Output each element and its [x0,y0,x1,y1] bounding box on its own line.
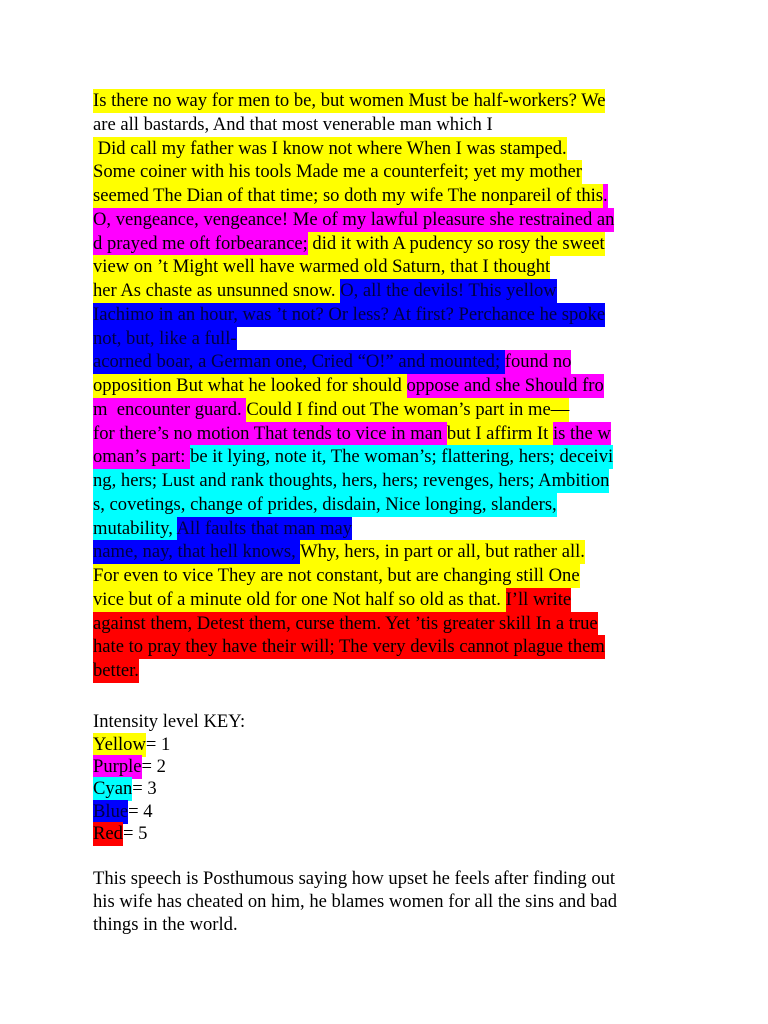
highlighted-phrase: All faults that man may [176,517,353,539]
highlighted-phrase: acorned boar, a German [93,351,276,373]
highlighted-phrase: for there’s no motion That tends to vice in man [93,422,447,444]
highlighted-phrase: s, covetings, change of prides, disdain, Nice longing, slanders, [93,493,557,515]
speech-line [93,89,605,112]
speech-line [93,398,569,421]
highlighted-phrase: skill In a true [499,612,598,634]
highlighted-phrase: I’ll write [505,588,572,610]
highlighted-phrase: Why, hers, in part or all, but [300,541,514,563]
highlighted-phrase: are all bastards, And that most venerable man which I [93,113,493,135]
speech-line [93,659,139,682]
highlighted-phrase: ng, hers; [93,470,162,491]
speech-line [93,493,557,516]
highlighted-phrase: rather all. [513,541,585,563]
highlighted-phrase: not, but, like a full- [93,327,237,349]
key-level-value: = 4 [128,800,153,822]
highlighted-phrase: Iachimo in an hour, was ’t not? Or less? At first? Perchance he spoke [93,303,606,325]
speech-line [93,374,604,397]
key-level-value: = 2 [141,756,166,778]
speech-line [93,540,585,563]
highlighted-phrase: opposition But what he looked for should [93,375,407,396]
highlighted-phrase: m encounter guard. [93,398,247,420]
key-color-label: Yellow [93,734,146,755]
key-level-value: = 5 [122,822,148,844]
highlighted-phrase: no [552,351,572,373]
highlighted-phrase: women Must be half-workers? We [349,90,606,111]
highlighted-phrase: seemed The Dian of that time; so doth my wife The nonpareil of this [93,185,604,206]
key-level-value: = 3 [132,778,157,800]
summary-line: things in the world. [93,914,238,935]
speech-line [93,422,611,445]
key-color-label: Purple [93,756,142,778]
key-heading: Intensity level KEY: [93,711,246,732]
highlighted-phrase: Me of my [292,208,371,230]
speech-line [93,588,571,611]
highlighted-phrase: lawful pleasure she restrained an [370,208,615,230]
speech-line [93,303,605,326]
highlighted-phrase: Ambition [538,470,610,491]
highlighted-phrase: found [504,351,553,373]
key-color-label: Blue [93,800,129,822]
highlighted-phrase: their will; The very devils cannot plague them [261,636,605,658]
summary-line: his wife has cheated on him, he blames women for all the sins and bad [93,891,618,912]
summary-line: This speech is Posthumous saying how upset he feels after finding out [93,868,616,889]
key-item [93,777,157,800]
key-item [93,733,170,756]
highlighted-phrase: vengeance! [203,208,293,230]
highlighted-phrase: hate to pray they have [93,636,262,658]
highlighted-phrase: vice but of a minute old for one Not half so old as that. [93,588,506,610]
highlighted-phrase: against them, Detest them, curse them. Yet ’tis greater [93,612,500,634]
speech-line [93,208,614,231]
highlighted-phrase: Could I find out The woman’s part in me— [246,398,570,420]
highlighted-phrase: not constant, but are [287,565,444,586]
key-level-value: = 1 [145,734,171,755]
highlighted-phrase: d prayed me oft forbearance; [93,232,308,254]
speech-line [93,635,605,658]
speech-line [93,564,580,587]
highlighted-phrase: view on ’t Might well have warmed old Saturn, that I thought [93,256,551,278]
speech-line [93,469,609,492]
speech-line [93,232,605,255]
highlighted-phrase: O, all the devils! This yellow [340,280,557,301]
speech-line [93,445,613,468]
highlighted-phrase: did it with A pudency so rosy the sweet [307,232,605,254]
highlighted-phrase: mutability, [93,517,177,539]
key-color-label: Red [93,822,123,844]
highlighted-phrase: one, Cried “O!” and mounted; [275,351,505,373]
highlighted-phrase: . [603,185,608,206]
highlighted-phrase: better. [93,660,139,681]
key-item [93,755,166,778]
highlighted-phrase: her As chaste as unsunned snow. [93,280,341,301]
key-item [93,800,153,823]
highlighted-phrase: Lust and rank thoughts, hers, hers; revenges, hers; [161,470,539,491]
speech-line [93,184,608,207]
speech-line [93,327,237,350]
highlighted-phrase: oman’s part: [93,446,191,468]
highlighted-phrase: oppose and she Should fro [406,375,604,396]
key-color-label: Cyan [93,778,133,800]
highlighted-phrase: but I affirm It [446,422,553,444]
speech-line [93,517,352,540]
speech-line [93,113,493,136]
highlighted-phrase: is the w [552,422,611,444]
speech-line [93,279,557,302]
speech-line [93,160,582,183]
highlighted-phrase: Did call my father was I know not where When I was stamped. [93,137,567,159]
highlighted-phrase: flattering, hers; deceivi [441,446,614,468]
highlighted-phrase: changing still One [443,565,580,586]
highlighted-phrase: name, nay, that hell knows, [93,541,301,563]
highlighted-phrase: Some coiner with his tools Made me a counterfeit; yet my mother [93,161,583,183]
speech-line [93,255,550,278]
speech-line [93,350,571,373]
highlighted-phrase: O, vengeance, [93,208,204,230]
highlighted-phrase: For even to vice They are [93,565,288,586]
highlighted-phrase: be it lying, note it, The woman’s; [190,446,442,468]
key-item [93,822,147,845]
speech-line [93,137,567,160]
speech-line [93,612,598,635]
highlighted-phrase: Is there no way for men to be, but [93,90,350,111]
